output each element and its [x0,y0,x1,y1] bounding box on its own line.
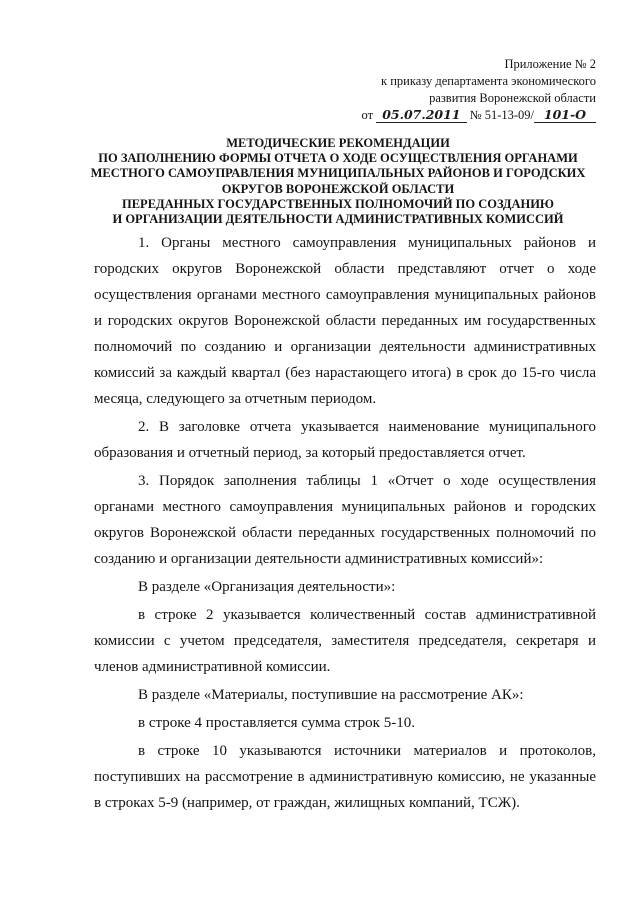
document-title [80,136,596,227]
row-2-instruction: в строке 2 указывается количественный состав административной комиссии с учетом председателя, заместителя председателя, секретаря и членов административной комиссии. [94,607,596,675]
title-line-1: МЕТОДИЧЕСКИЕ РЕКОМЕНДАЦИИ [226,136,450,150]
title-line-3: МЕСТНОГО САМОУПРАВЛЕНИЯ МУНИЦИПАЛЬНЫХ РАЙОНОВ И ГОРОДСКИХ [90,166,586,181]
appendix-label: Приложение № 2 [504,57,596,71]
row-10-instruction: в строке 10 указываются источники материалов и протоколов, поступивших на рассмотрение в административную комиссию, не указанные в строках 5-9 (например, от граждан, жилищных компаний, ТСЖ). [94,743,596,811]
title-line-2: ПО ЗАПОЛНЕНИЮ ФОРМЫ ОТЧЕТА О ХОДЕ ОСУЩЕСТВЛЕНИЯ ОРГАНАМИ [98,151,578,166]
title-line-4: ОКРУГОВ ВОРОНЕЖСКОЙ ОБЛАСТИ [221,181,455,196]
document-header [336,56,596,124]
department-name: развития Воронежской области [429,91,596,105]
title-line-5: ПЕРЕДАННЫХ ГОСУДАРСТВЕННЫХ ПОЛНОМОЧИЙ ПО СОЗДАНИЮ [122,196,554,211]
paragraph-3: 3. Порядок заполнения таблицы 1 «Отчет о ходе осуществления органами местного самоуправления муниципальных районов и городских округов Воронежской области переданных государственных полномочий по созданию и организации деятельности административных комиссий»: [94,473,596,567]
row-4-instruction: в строке 4 проставляется сумма строк 5-10. [138,715,415,731]
handwritten-date: 05.07.2011 [376,107,466,123]
handwritten-number: 101-О [534,107,596,123]
paragraph-1: 1. Органы местного самоуправления муниципальных районов и городских округов Воронежской области представляют отчет о ходе осуществления органами местного самоуправления муниципальных районов и городских округов Воронежской области переданных им государственных полномочий по созданию и организации деятельности административных комиссий за каждый квартал (без нарастающего итога) в срок до 15-го числа месяца, следующего за отчетным периодом. [94,235,596,407]
from-label: от [361,108,374,122]
section-organization-heading: В разделе «Организация деятельности»: [138,579,396,595]
paragraph-2: 2. В заголовке отчета указывается наименование муниципального образования и отчетный период, за который предоставляется отчет. [94,419,596,461]
date-number-line [336,107,596,124]
title-line-6: И ОРГАНИЗАЦИИ ДЕЯТЕЛЬНОСТИ АДМИНИСТРАТИВНЫХ КОМИССИЙ [112,212,564,227]
section-materials-heading: В разделе «Материалы, поступившие на рассмотрение АК»: [138,687,524,703]
order-reference: к приказу департамента экономического [381,74,596,88]
document-body [94,230,596,818]
order-number-label: № 51-13-09/ [469,108,534,122]
